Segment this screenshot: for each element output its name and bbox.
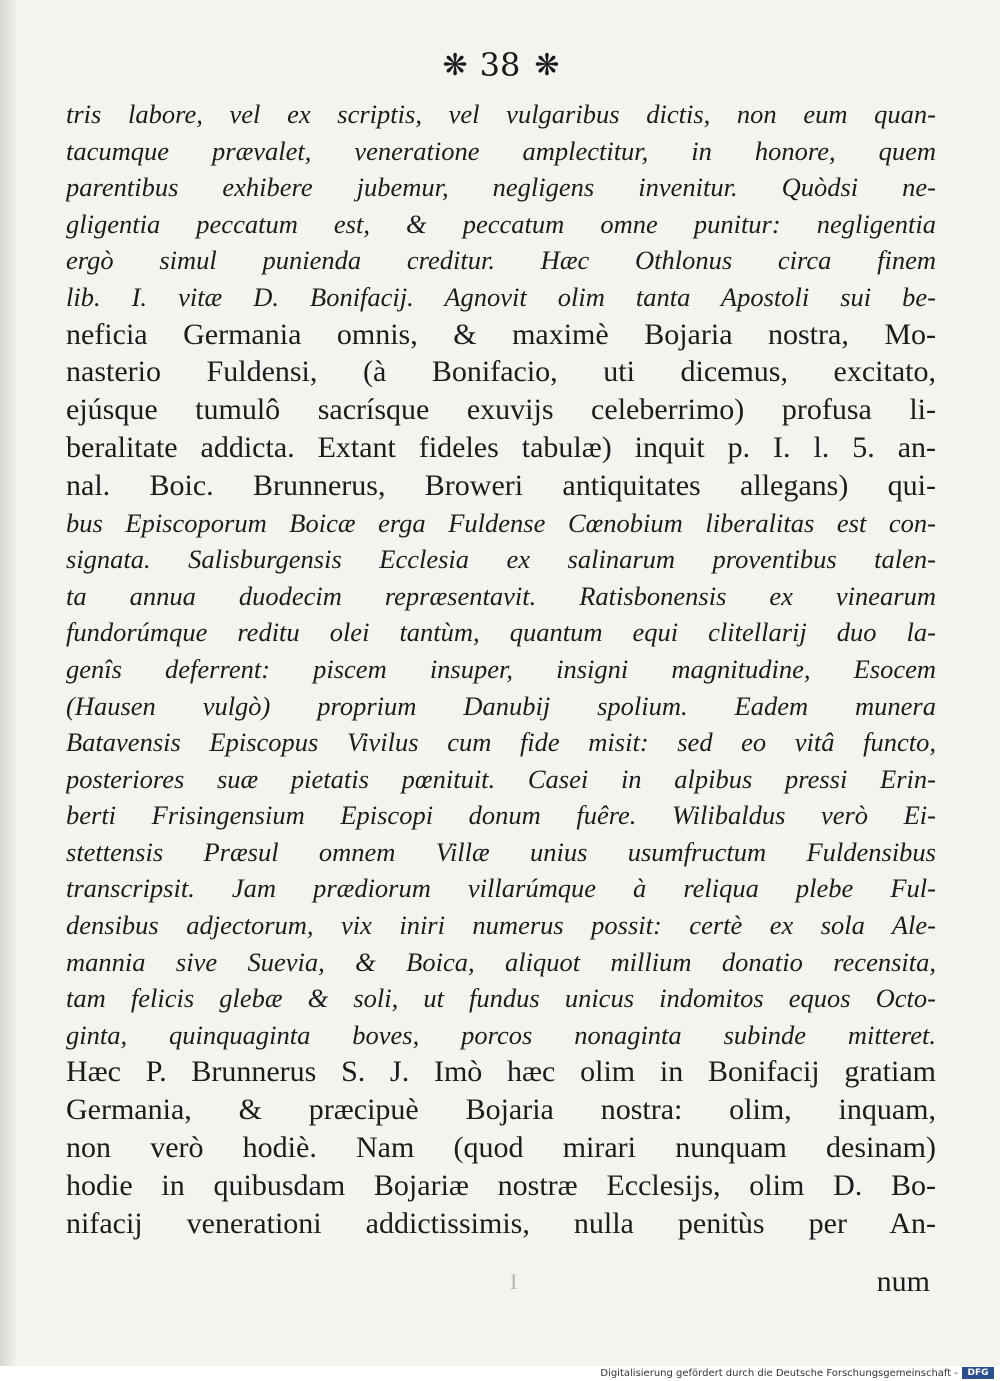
- text-line: parentibus exhibere jubemur, negligens invenitur. Quòdsi ne-: [66, 172, 936, 203]
- ornament-left-icon: ❋: [442, 47, 466, 83]
- text-line: tacumque prævalet, veneratione amplectitur, in honore, quem: [66, 135, 936, 166]
- page-header: [0, 40, 1000, 90]
- text-line: ta annua duodecim repræsentavit. Ratisbonensis ex vinearum: [66, 580, 936, 611]
- catchword: num: [876, 1265, 930, 1298]
- text-line: nasterio Fuldensi, (à Bonifacio, uti dicemus, excitato,: [66, 355, 936, 389]
- text-line: berti Frisingensium Episcopi donum fuêre. Wilibaldus verò Ei-: [66, 800, 936, 831]
- ornament-right-icon: ❋: [534, 47, 558, 83]
- body-text: [66, 96, 936, 1242]
- text-line: bus Episcoporum Boicæ erga Fuldense Cœnobium liberalitas est con-: [66, 507, 936, 538]
- text-line: hodie in quibusdam Bojariæ nostræ Ecclesijs, olim D. Bo-: [66, 1168, 936, 1202]
- text-line: nifacij venerationi addictissimis, nulla penitùs per An-: [66, 1206, 936, 1240]
- text-line: stettensis Præsul omnem Villæ unius usumfructum Fuldensibus: [66, 836, 936, 867]
- text-line: genîs deferrent: piscem insuper, insigni magnitudine, Esocem: [66, 653, 936, 684]
- text-line: lib. I. vitæ D. Bonifacij. Agnovit olim tanta Apostoli sui be-: [66, 281, 936, 312]
- dfg-logo-icon: DFG: [962, 1367, 994, 1379]
- text-line: tam felicis glebæ & soli, ut fundus unicus indomitos equos Octo-: [66, 983, 936, 1014]
- text-line: Hæc P. Brunnerus S. J. Imò hæc olim in Bonifacij gratiam: [66, 1055, 936, 1089]
- text-line: mannia sive Suevia, & Boica, aliquot millium donatio recensita,: [66, 946, 936, 977]
- text-line: Batavensis Episcopus Vivilus cum fide misit: sed eo vitâ functo,: [66, 727, 936, 758]
- page-edge-shadow: [0, 0, 18, 1381]
- page-number: 38: [479, 46, 521, 84]
- text-line: nal. Boic. Brunnerus, Broweri antiquitates allegans) qui-: [66, 468, 936, 502]
- text-line: tris labore, vel ex scriptis, vel vulgaribus dictis, non eum quan-: [66, 99, 936, 129]
- text-line: (Hausen vulgò) proprium Danubij spolium. Eadem munera: [66, 690, 936, 721]
- catchword-row: [60, 1265, 932, 1305]
- text-line: Germania, & præcipuè Bojaria nostra: olim, inquam,: [66, 1093, 936, 1127]
- signature-mark: I: [510, 1269, 518, 1294]
- text-line: posteriores suæ pietatis pœnituit. Casei in alpibus pressi Erin-: [66, 763, 936, 794]
- text-line: ergò simul punienda creditur. Hæc Othlonus circa finem: [66, 245, 936, 276]
- text-line: non verò hodiè. Nam (quod mirari nunquam desinam): [66, 1131, 936, 1165]
- text-line: beralitate addicta. Extant fideles tabulæ) inquit p. I. l. 5. an-: [66, 430, 936, 464]
- text-line: transcripsit. Jam prædiorum villarúmque à reliqua plebe Ful-: [66, 873, 936, 904]
- footer-credit: Digitalisierung gefördert durch die Deutsche Forschungsgemeinschaft -: [600, 1368, 958, 1379]
- text-line: ginta, quinquaginta boves, porcos nonaginta subinde mitteret.: [66, 1019, 936, 1050]
- text-line: signata. Salisburgensis Ecclesia ex salinarum proventibus talen-: [66, 544, 936, 575]
- text-line: gligentia peccatum est, & peccatum omne punitur: negligentia: [66, 208, 936, 239]
- text-line: densibus adjectorum, vix iniri numerus possit: certè ex sola Ale-: [66, 910, 936, 941]
- text-line: fundorúmque reditu olei tantùm, quantum equi clitellarij duo la-: [66, 617, 936, 648]
- text-line: ejúsque tumulô sacrísque exuvijs celeberrimo) profusa li-: [66, 393, 936, 427]
- text-line: neficia Germania omnis, & maximè Bojaria nostra, Mo-: [66, 317, 936, 351]
